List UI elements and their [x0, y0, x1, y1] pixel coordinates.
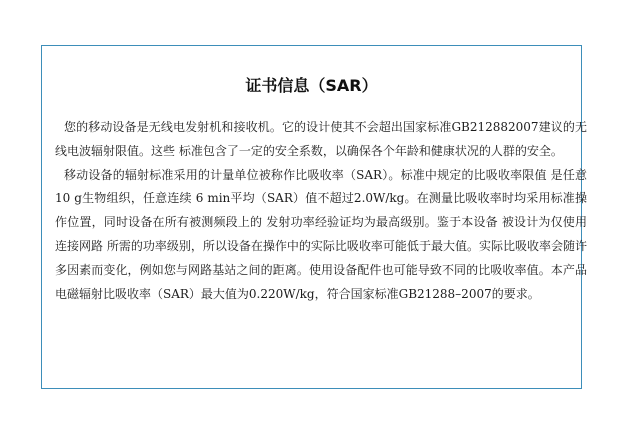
page-title: 证书信息（SAR） — [245, 76, 378, 95]
paragraph-sar-standard: 移动设备的辐射标准采用的计量单位被称作比吸收率（SAR）。标准中规定的比吸收率限值 是任意10 g生物组织，任意连续 6 min平均（SAR）值不超过2.0W/kg。在测量比吸收率时均采用标准操作位置，同时设备在所有被测频段上的 发射功率经验证均为最高级别。鉴于本设备 被设计为仅使用连接网路 所需的功率级别，所以设备在操作中的实际比吸收率可能低于最大值。实际比吸收率会随许多因素而变化，例如您与网路基站之间的距离。使用设备配件也可能导致不同的比吸收率值。本产品电磁辐射比吸收率（SAR）最大值为0.220W/kg，符合国家标准GB21288–2007的要求。 — [55, 167, 587, 301]
certificate-body — [55, 116, 587, 306]
paragraph-radio-device: 您的移动设备是无线电发射机和接收机。它的设计使其不会超出国家标准GB212882007建议的无线电波辐射限值。这些 标准包含了一定的安全系数，以确保各个年龄和健康状况的人群的安全。 — [55, 120, 587, 158]
